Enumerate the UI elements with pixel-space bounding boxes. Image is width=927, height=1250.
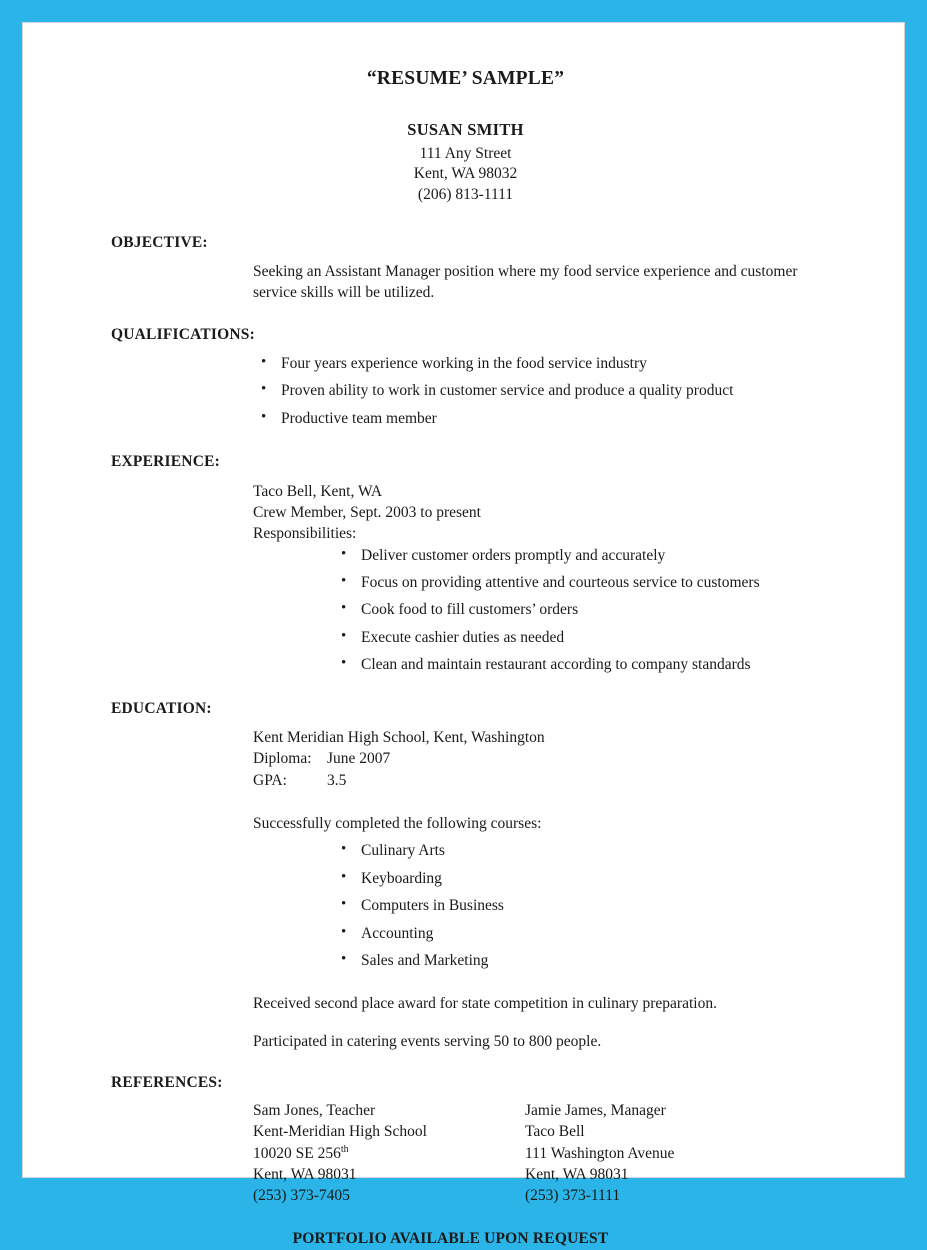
list-item: • Four years experience working in the food service industry bbox=[253, 353, 844, 374]
section-heading-qualifications: QUALIFICATIONS: bbox=[111, 325, 255, 343]
list-item: • Keyboarding bbox=[333, 868, 844, 889]
list-item: • Accounting bbox=[333, 923, 844, 944]
spacer-award-catering bbox=[253, 1015, 844, 1025]
reference-street-text: 10020 SE 256 bbox=[253, 1145, 341, 1163]
reference-organization: Kent-Meridian High School bbox=[253, 1123, 427, 1141]
education-award: Received second place award for state competition in culinary preparation. bbox=[253, 995, 717, 1013]
candidate-city-state-zip: Kent, WA 98032 bbox=[413, 165, 518, 183]
qualifications-list bbox=[253, 353, 844, 429]
experience-body bbox=[253, 481, 844, 676]
section-references bbox=[87, 1072, 844, 1206]
section-heading-objective: OBJECTIVE: bbox=[111, 233, 208, 251]
section-objective bbox=[87, 232, 844, 304]
list-item: • Culinary Arts bbox=[333, 840, 844, 861]
list-item: • Proven ability to work in customer service and produce a quality product bbox=[253, 380, 844, 401]
education-courses-intro: Successfully completed the following courses: bbox=[253, 815, 542, 832]
spacer-experience-education bbox=[87, 682, 844, 698]
reference-city-state-zip: Kent, WA 98031 bbox=[253, 1165, 357, 1183]
education-catering: Participated in catering events serving 50 to 800 people. bbox=[253, 1032, 602, 1050]
objective-text: Seeking an Assistant Manager position where my food service experience and customer service skills will be utilized. bbox=[253, 262, 798, 302]
reference-column-2 bbox=[525, 1101, 797, 1206]
experience-responsibilities-label: Responsibilities: bbox=[253, 525, 357, 543]
candidate-phone: (206) 813-1111 bbox=[417, 185, 514, 203]
list-item: • Productive team member bbox=[253, 408, 844, 429]
candidate-street: 111 Any Street bbox=[419, 144, 512, 162]
resume-page bbox=[22, 22, 905, 1248]
reference-phone: (253) 373-1111 bbox=[525, 1186, 621, 1204]
reference-street bbox=[525, 1143, 797, 1165]
list-item: • Cook food to fill customers’ orders bbox=[333, 599, 844, 620]
education-row-diploma bbox=[253, 748, 844, 769]
list-item: • Focus on providing attentive and courteous service to customers bbox=[333, 572, 844, 593]
experience-responsibilities-list bbox=[333, 545, 844, 676]
education-row-gpa bbox=[253, 770, 844, 791]
spacer-courses-award bbox=[253, 977, 844, 993]
reference-name-title: Jamie James, Manager bbox=[525, 1102, 666, 1120]
section-heading-references: REFERENCES: bbox=[111, 1074, 223, 1091]
education-value: 3.5 bbox=[327, 771, 347, 789]
spacer-education-references bbox=[87, 1056, 844, 1072]
document-title: “RESUME’ SAMPLE” bbox=[366, 68, 565, 89]
reference-street-ordinal: th bbox=[340, 1143, 349, 1155]
list-item: • Execute cashier duties as needed bbox=[333, 627, 844, 648]
footer-note: PORTFOLIO AVAILABLE UPON REQUEST bbox=[292, 1230, 609, 1248]
list-item: • Clean and maintain restaurant according to company standards bbox=[333, 654, 844, 675]
experience-role: Crew Member, Sept. 2003 to present bbox=[253, 503, 481, 521]
objective-body bbox=[253, 261, 844, 304]
references-body bbox=[253, 1101, 844, 1206]
reference-organization: Taco Bell bbox=[525, 1123, 585, 1141]
education-body bbox=[253, 727, 844, 1052]
reference-name-title: Sam Jones, Teacher bbox=[253, 1102, 376, 1120]
section-qualifications bbox=[87, 324, 844, 430]
experience-employer: Taco Bell, Kent, WA bbox=[253, 482, 383, 500]
reference-city-state-zip: Kent, WA 98031 bbox=[525, 1165, 629, 1183]
education-label: GPA: bbox=[253, 771, 287, 789]
education-school: Kent Meridian High School, Kent, Washington bbox=[253, 728, 545, 746]
spacer-qualifications-experience bbox=[87, 435, 844, 451]
list-item: • Sales and Marketing bbox=[333, 950, 844, 971]
section-heading-education: EDUCATION: bbox=[111, 699, 212, 717]
section-education bbox=[87, 698, 844, 1053]
reference-street bbox=[253, 1143, 525, 1165]
education-value: June 2007 bbox=[327, 750, 391, 768]
spacer-education-courses bbox=[253, 791, 844, 813]
resume-document bbox=[23, 23, 906, 1248]
reference-column-1 bbox=[253, 1101, 525, 1206]
education-label: Diploma: bbox=[253, 750, 312, 768]
reference-street-text: 111 Washington Avenue bbox=[525, 1145, 675, 1163]
reference-phone: (253) 373-7405 bbox=[253, 1186, 350, 1204]
list-item: • Deliver customer orders promptly and accurately bbox=[333, 545, 844, 566]
section-experience bbox=[87, 451, 844, 675]
qualifications-body bbox=[253, 353, 844, 429]
contact-block bbox=[87, 119, 844, 206]
section-heading-experience: EXPERIENCE: bbox=[111, 453, 220, 471]
candidate-name: SUSAN SMITH bbox=[407, 119, 524, 139]
education-courses-list bbox=[333, 840, 844, 971]
spacer-objective-qualifications bbox=[87, 308, 844, 324]
list-item: • Computers in Business bbox=[333, 895, 844, 916]
